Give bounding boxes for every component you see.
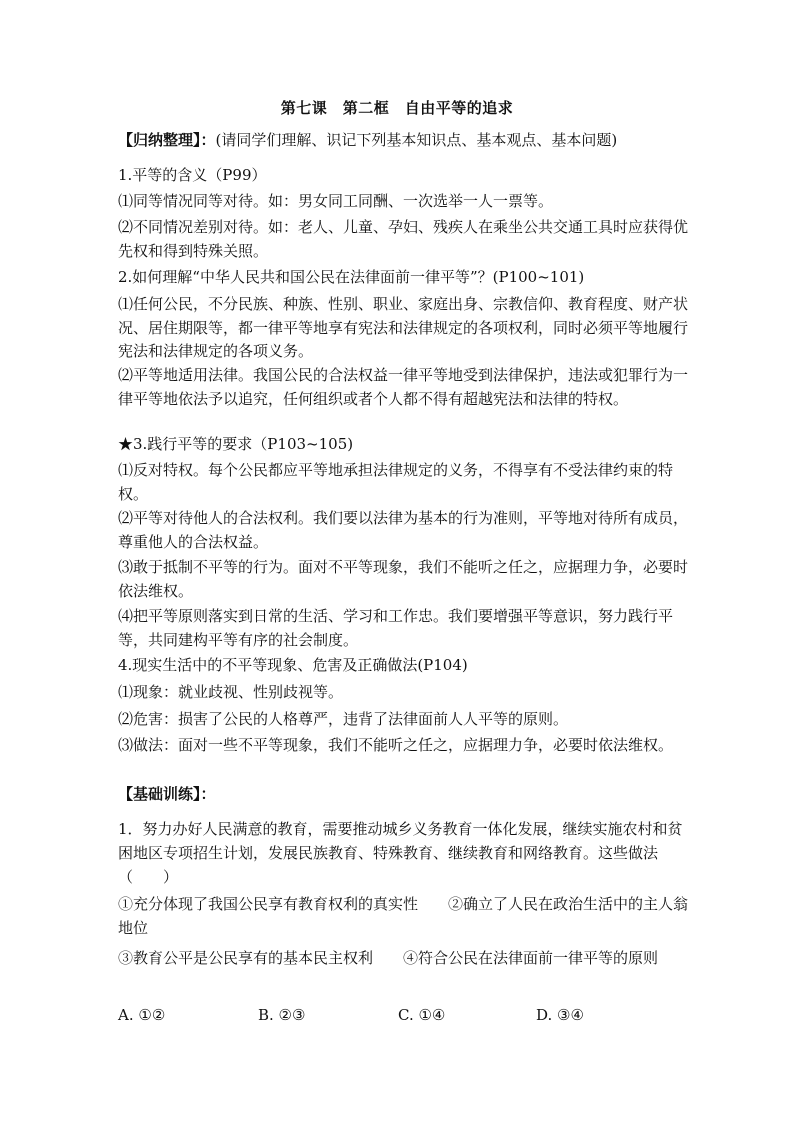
point-item: ⑶做法：面对一些不平等现象，我们不能听之任之，应据理力争，必要时依法维权。 bbox=[118, 736, 674, 754]
section-practice-label: 【基础训练】： bbox=[118, 785, 216, 803]
page-title: 第七课 第二框 自由平等的追求 bbox=[280, 99, 514, 117]
answer-option-b[interactable]: B. ②③ bbox=[258, 1006, 306, 1024]
section-summary-heading bbox=[118, 128, 617, 152]
point-heading: 1.平等的含义（P99） bbox=[118, 166, 267, 184]
point-heading: 4.现实生活中的不平等现象、危害及正确做法(P104) bbox=[118, 656, 468, 674]
point-heading: 2.如何理解“中华人民共和国公民在法律面前一律平等”？(P100~101) bbox=[118, 268, 585, 286]
point-item: ⑴同等情况同等对待。如：男女同工同酬、一次选举一人一票等。 bbox=[118, 192, 554, 210]
point-item: ⑵平等对待他人的合法权利。我们要以法律为基本的行为准则，平等地对待所有成员，尊重他人的合法权益。 bbox=[118, 509, 689, 551]
point-heading: ★3.践行平等的要求（P103~105) bbox=[118, 435, 354, 453]
point-item: ⑴反对特权。每个公民都应平等地承担法律规定的义务，不得享有不受法律约束的特权。 bbox=[118, 461, 674, 503]
section-summary-label: 【归纳整理】： bbox=[118, 131, 216, 149]
section-summary-note: (请同学们理解、识记下列基本知识点、基本观点、基本问题) bbox=[215, 131, 618, 149]
point-item: ⑵平等地适用法律。我国公民的合法权益一律平等地受到法律保护，违法或犯罪行为一律平等地依法予以追究，任何组织或者个人都不得有超越宪法和法律的特权。 bbox=[118, 366, 689, 408]
point-item: ⑵不同情况差别对待。如：老人、儿童、孕妇、残疾人在乘坐公共交通工具时应获得优先权和得到特殊关照。 bbox=[118, 218, 689, 260]
answer-option-c[interactable]: C. ①④ bbox=[398, 1006, 446, 1024]
point-item: ⑵危害：损害了公民的人格尊严，违背了法律面前人人平等的原则。 bbox=[118, 710, 569, 728]
question-statement: ③教育公平是公民享有的基本民主权利 ④符合公民在法律面前一律平等的原则 bbox=[118, 949, 659, 967]
question-statement: ①充分体现了我国公民享有教育权利的真实性 ②确立了人民在政治生活中的主人翁地位 bbox=[118, 895, 689, 937]
section-practice-heading bbox=[118, 782, 216, 806]
answer-option-a[interactable]: A. ①② bbox=[118, 1006, 166, 1024]
point-item: ⑴任何公民，不分民族、种族、性别、职业、家庭出身、宗教信仰、教育程度、财产状况、居住期限等，都一律平等地享有宪法和法律规定的各项权利，同时必须平等地履行宪法和法律规定的各项义务。 bbox=[118, 295, 689, 360]
point-item: ⑷把平等原则落实到日常的生活、学习和工作忠。我们要增强平等意识，努力践行平等，共同建构平等有序的社会制度。 bbox=[118, 607, 674, 649]
point-item: ⑶敢于抵制不平等的行为。面对不平等现象，我们不能听之任之，应据理力争，必要时依法维权。 bbox=[118, 558, 689, 600]
question-stem: 1．努力办好人民满意的教育，需要推动城乡义务教育一体化发展，继续实施农村和贫困地区专项招生计划，发展民族教育、特殊教育、继续教育和网络教育。这些做法（ ） bbox=[118, 820, 683, 886]
point-item: ⑴现象：就业歧视、性别歧视等。 bbox=[118, 683, 344, 701]
answer-option-d[interactable]: D. ③④ bbox=[536, 1006, 584, 1024]
